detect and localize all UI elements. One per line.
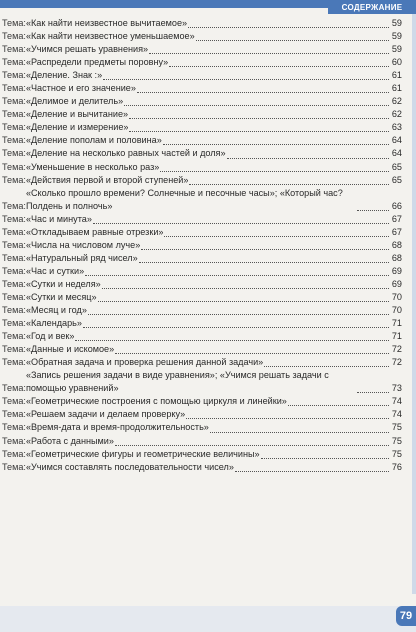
toc-entry — [2, 291, 402, 304]
toc-entry-label: Тема: — [2, 331, 26, 342]
toc-entry-page: 67 — [391, 226, 402, 237]
toc-entry-label: Тема: — [2, 122, 26, 133]
toc-entry — [2, 69, 402, 82]
toc-entry — [2, 421, 402, 434]
toc-leader-dots — [288, 397, 389, 406]
toc-entry-page: 73 — [391, 383, 402, 394]
toc-entry-label: Тема: — [2, 18, 26, 28]
toc-entry-page: 64 — [391, 148, 402, 159]
toc-entry-title: «Геометрические построения с помощью циркуля и линейки» — [25, 396, 287, 407]
toc-entry — [2, 265, 402, 278]
toc-entry-title: «Данные и искомое» — [25, 344, 115, 355]
toc-entry-page: 74 — [391, 396, 402, 407]
toc-entry-title: «Деление на несколько равных частей и доля» — [25, 148, 226, 159]
toc-entry-label: Тема: — [2, 31, 26, 42]
toc-leader-dots — [227, 150, 389, 159]
toc-entry — [2, 239, 402, 252]
toc-entry-page: 61 — [391, 70, 402, 81]
toc-entry-label: Тема: — [2, 174, 26, 185]
toc-entry-label: Тема: — [2, 135, 26, 146]
toc-entry — [2, 408, 402, 421]
toc-entry-label: Тема: — [2, 265, 26, 276]
toc-leader-dots — [129, 110, 389, 119]
toc-entry — [2, 108, 402, 121]
toc-entry-label: Тема: — [2, 383, 26, 394]
toc-entry-page: 72 — [391, 357, 402, 368]
toc-entry-label: Тема: — [2, 213, 26, 224]
toc-entry — [2, 56, 402, 69]
toc-entry-title: «Деление пополам и половина» — [25, 135, 162, 146]
toc-entry-page: 59 — [391, 44, 402, 55]
toc-entry — [2, 356, 402, 369]
toc-entry-title: «Натуральный ряд чисел» — [25, 252, 138, 263]
toc-entry — [2, 213, 402, 226]
toc-entry-page: 59 — [391, 18, 402, 28]
toc-entry-page: 60 — [391, 57, 402, 68]
toc-entry-label: Тема: — [2, 200, 26, 211]
toc-entry-page: 65 — [391, 174, 402, 185]
toc-leader-dots — [357, 202, 389, 211]
toc-entry-label: Тема: — [2, 109, 26, 120]
toc-entry-title: «Геометрические фигуры и геометрические величины» — [25, 448, 260, 459]
toc-leader-dots — [160, 163, 389, 172]
toc-entry — [2, 30, 402, 43]
toc-entry-label: Тема: — [2, 461, 26, 472]
toc-entry-page: 75 — [391, 422, 402, 433]
toc-entry — [2, 252, 402, 265]
toc-entry-title: «Действия первой и второй ступеней» — [25, 174, 189, 185]
toc-entry-label: Тема: — [2, 357, 26, 368]
toc-entry-title: «Решаем задачи и делаем проверку» — [25, 409, 186, 420]
toc-entry-page: 66 — [391, 200, 402, 211]
toc-entry-page: 71 — [391, 331, 402, 342]
toc-leader-dots — [188, 19, 389, 28]
toc-entry-page: 70 — [391, 305, 402, 316]
toc-entry-title: «Откладываем равные отрезки» — [25, 226, 164, 237]
toc-entry-label: Тема: — [2, 344, 26, 355]
toc-entry — [2, 187, 402, 213]
toc-entry — [2, 369, 402, 395]
toc-leader-dots — [103, 71, 389, 80]
toc-entry-page: 70 — [391, 291, 402, 302]
toc-entry-title: «Деление и вычитание» — [25, 109, 129, 120]
toc-entry-page: 76 — [391, 461, 402, 472]
toc-leader-dots — [164, 228, 389, 237]
toc-leader-dots — [169, 58, 389, 67]
toc-entry-page: 68 — [391, 239, 402, 250]
toc-entry-page: 74 — [391, 409, 402, 420]
toc-entry-page: 75 — [391, 435, 402, 446]
toc-entry — [2, 161, 402, 174]
toc-entry — [2, 95, 402, 108]
toc-entry-title: «Сутки и неделя» — [25, 278, 101, 289]
toc-leader-dots — [141, 241, 389, 250]
toc-entry-title: «Час и минута» — [25, 213, 92, 224]
toc-entry-title: «Учимся составлять последовательности чисел» — [25, 461, 234, 472]
toc-entry-title: «Запись решения задачи в виде уравнения»; «Учимся решать задачи с помощью уравнений» — [25, 370, 329, 394]
toc-leader-dots — [186, 410, 389, 419]
toc-entry-label: Тема: — [2, 409, 26, 420]
toc-entry-page: 75 — [391, 448, 402, 459]
toc-entry — [2, 317, 402, 330]
toc-entry-title: «Сутки и месяц» — [25, 291, 97, 302]
toc-entry — [2, 435, 402, 448]
toc-leader-dots — [75, 332, 389, 341]
toc-entry-label: Тема: — [2, 278, 26, 289]
table-of-contents — [2, 17, 402, 474]
toc-leader-dots — [149, 45, 389, 54]
toc-entry-label: Тема: — [2, 435, 26, 446]
toc-entry-title: «Делимое и делитель» — [25, 96, 124, 107]
toc-leader-dots — [189, 176, 389, 185]
toc-entry-label: Тема: — [2, 70, 26, 81]
toc-entry-label: Тема: — [2, 226, 26, 237]
toc-leader-dots — [124, 97, 389, 106]
toc-entry-title: «Календарь» — [25, 318, 82, 329]
toc-leader-dots — [129, 123, 389, 132]
toc-entry-title: «Деление. Знак :» — [25, 70, 103, 81]
toc-entry-label: Тема: — [2, 83, 26, 94]
toc-entry-title: «Деление и измерение» — [25, 122, 129, 133]
toc-leader-dots — [357, 384, 389, 393]
toc-entry-page: 59 — [391, 31, 402, 42]
toc-entry — [2, 448, 402, 461]
toc-leader-dots — [83, 319, 389, 328]
toc-entry-label: Тема: — [2, 44, 26, 55]
toc-leader-dots — [85, 267, 389, 276]
toc-leader-dots — [115, 345, 389, 354]
toc-entry-label: Тема: — [2, 291, 26, 302]
toc-entry-title: «Уменьшение в несколько раз» — [25, 161, 160, 172]
toc-entry — [2, 147, 402, 160]
toc-entry-page: 62 — [391, 96, 402, 107]
toc-entry — [2, 82, 402, 95]
toc-entry-page: 65 — [391, 161, 402, 172]
toc-leader-dots — [235, 463, 389, 472]
section-title-tab: СОДЕРЖАНИЕ — [328, 0, 416, 14]
toc-entry — [2, 121, 402, 134]
toc-entry-page: 61 — [391, 83, 402, 94]
toc-entry-label: Тема: — [2, 57, 26, 68]
toc-entry-label: Тема: — [2, 252, 26, 263]
toc-entry-page: 71 — [391, 318, 402, 329]
toc-entry — [2, 174, 402, 187]
toc-leader-dots — [137, 84, 389, 93]
toc-entry-page: 72 — [391, 344, 402, 355]
toc-entry — [2, 330, 402, 343]
toc-entry-title: «Частное и его значение» — [25, 83, 136, 94]
toc-entry — [2, 278, 402, 291]
footer-band — [0, 606, 416, 632]
toc-entry — [2, 304, 402, 317]
toc-entry-page: 64 — [391, 135, 402, 146]
toc-entry-title: «Как найти неизвестное уменьшаемое» — [25, 31, 195, 42]
toc-leader-dots — [98, 293, 389, 302]
toc-entry-page: 68 — [391, 252, 402, 263]
toc-entry — [2, 17, 402, 30]
toc-entry — [2, 134, 402, 147]
toc-leader-dots — [115, 437, 389, 446]
toc-leader-dots — [196, 32, 389, 41]
toc-entry-title: «Работа с данными» — [25, 435, 114, 446]
toc-entry-label: Тема: — [2, 148, 26, 159]
toc-entry-label: Тема: — [2, 305, 26, 316]
toc-entry — [2, 395, 402, 408]
toc-entry-page: 69 — [391, 278, 402, 289]
toc-entry — [2, 343, 402, 356]
toc-entry — [2, 461, 402, 474]
toc-entry — [2, 226, 402, 239]
toc-entry-label: Тема: — [2, 239, 26, 250]
toc-entry-page: 69 — [391, 265, 402, 276]
toc-leader-dots — [163, 136, 389, 145]
toc-entry-title: «Месяц и год» — [25, 305, 87, 316]
toc-entry-title: «Числа на числовом луче» — [25, 239, 141, 250]
toc-entry-label: Тема: — [2, 448, 26, 459]
toc-leader-dots — [210, 424, 389, 433]
toc-entry-title: «Сколько прошло времени? Солнечные и песочные часы»; «Который час? Полдень и полночь» — [25, 187, 343, 211]
toc-entry-page: 67 — [391, 213, 402, 224]
toc-entry-title: «Год и век» — [25, 331, 75, 342]
toc-entry-title: «Час и сутки» — [25, 265, 85, 276]
toc-leader-dots — [261, 450, 389, 459]
page-number: 79 — [396, 606, 416, 626]
toc-entry-label: Тема: — [2, 396, 26, 407]
page-edge-stripe — [412, 14, 416, 594]
toc-leader-dots — [88, 306, 389, 315]
toc-entry-label: Тема: — [2, 422, 26, 433]
toc-entry-title: «Распредели предметы поровну» — [25, 57, 169, 68]
toc-entry-title: «Как найти неизвестное вычитаемое» — [25, 18, 188, 28]
toc-leader-dots — [264, 358, 389, 367]
toc-entry-page: 63 — [391, 122, 402, 133]
toc-entry-label: Тема: — [2, 161, 26, 172]
toc-entry-title: «Время-дата и время-продолжительность» — [25, 422, 209, 433]
toc-entry-label: Тема: — [2, 318, 26, 329]
toc-entry — [2, 43, 402, 56]
toc-leader-dots — [102, 280, 389, 289]
toc-entry-page: 62 — [391, 109, 402, 120]
toc-leader-dots — [93, 215, 389, 224]
toc-entry-label: Тема: — [2, 96, 26, 107]
toc-entry-title: «Учимся решать уравнения» — [25, 44, 149, 55]
toc-entry-title: «Обратная задача и проверка решения данной задачи» — [25, 357, 264, 368]
toc-leader-dots — [139, 254, 389, 263]
